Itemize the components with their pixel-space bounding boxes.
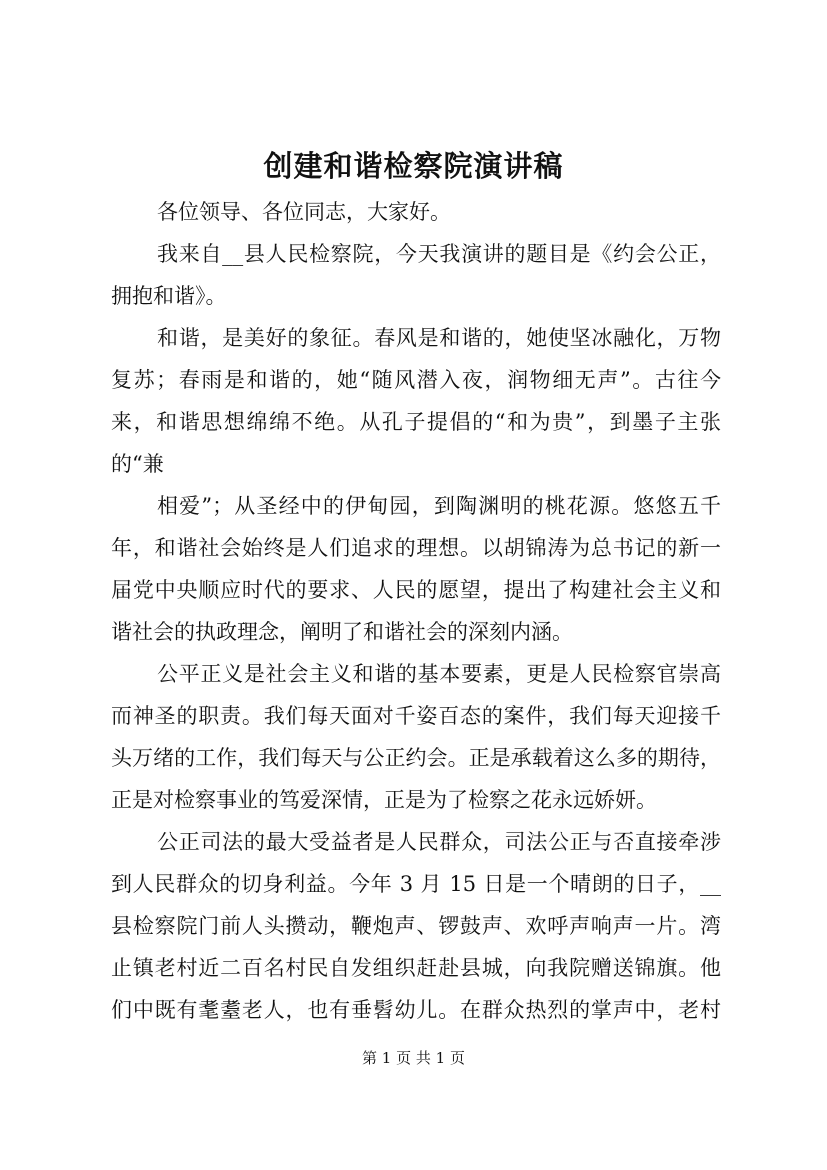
- text-line: 止镇老村近二百名村民自发组织赶赴县城，向我院赠送锦旗。他: [111, 956, 721, 980]
- text-line: 们中既有耄耋老人，也有垂髫幼儿。在群众热烈的掌声中，老村: [111, 998, 721, 1022]
- text-line: 拥抱和谐》。: [111, 284, 227, 308]
- text-line: 头万绪的工作，我们每天与公正约会。正是承载着这么多的期待，: [111, 746, 721, 770]
- text-line: 谐社会的执政理念，阐明了和谐社会的深刻内涵。: [111, 620, 573, 644]
- text-line: 和谐，是美好的象征。春风是和谐的，她使坚冰融化，万物: [157, 326, 721, 350]
- text-line: 各位领导、各位同志，大家好。: [157, 200, 451, 224]
- text-line: 公正司法的最大受益者是人民群众，司法公正与否直接牵涉: [157, 830, 721, 854]
- text-line: 的“兼: [111, 452, 164, 476]
- page-number: 第 1 页 共 1 页: [362, 1049, 465, 1067]
- text-line: 我来自__县人民检察院，今天我演讲的题目是《约会公正，: [157, 242, 721, 266]
- text-line: 相爱”；从圣经中的伊甸园，到陶渊明的桃花源。悠悠五千: [157, 494, 721, 518]
- text-line: 届党中央顺应时代的要求、人民的愿望，提出了构建社会主义和: [111, 578, 721, 602]
- text-line: 公平正义是社会主义和谐的基本要素，更是人民检察官崇高: [157, 662, 721, 686]
- text-line: 来，和谐思想绵绵不绝。从孔子提倡的“和为贵”，到墨子主张: [111, 410, 721, 434]
- text-line: 年，和谐社会始终是人们追求的理想。以胡锦涛为总书记的新一: [111, 536, 721, 560]
- text-line: 到人民群众的切身利益。今年 3 月 15 日是一个晴朗的日子，__: [111, 872, 721, 896]
- text-line: 县检察院门前人头攒动，鞭炮声、锣鼓声、欢呼声响声一片。湾: [111, 914, 721, 938]
- page-title: 创建和谐检察院演讲稿: [263, 149, 564, 183]
- text-line: 正是对检察事业的笃爱深情，正是为了检察之花永远娇妍。: [111, 788, 657, 812]
- text-line: 复苏；春雨是和谐的，她“随风潜入夜，润物细无声”。古往今: [111, 368, 721, 392]
- text-line: 而神圣的职责。我们每天面对千姿百态的案件，我们每天迎接千: [111, 704, 721, 728]
